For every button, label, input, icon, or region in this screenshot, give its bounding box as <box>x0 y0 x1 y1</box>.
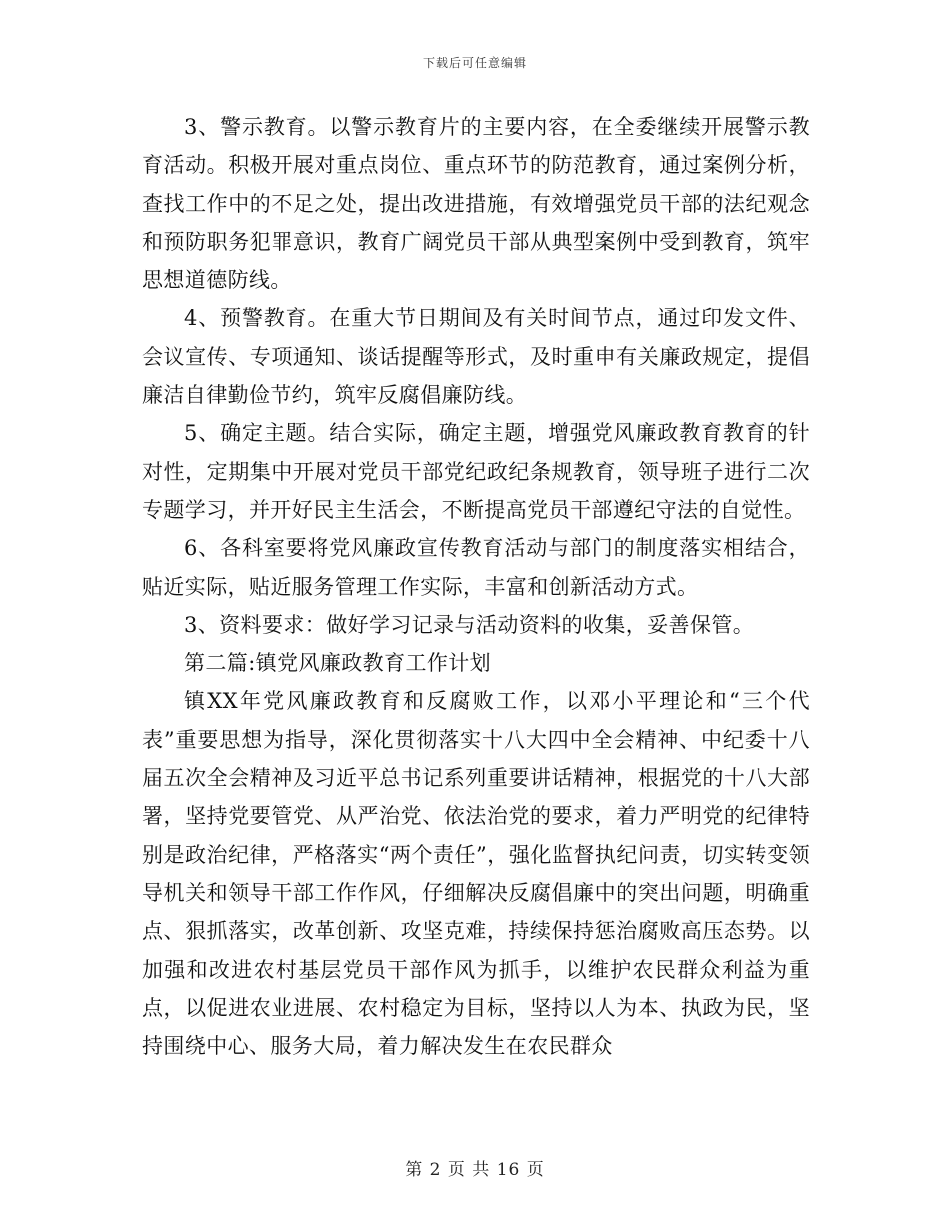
document-body <box>142 108 810 1065</box>
paragraph-town-plan: 镇XX年党风廉政教育和反腐败工作，以邓小平理论和“三个代表”重要思想为指导，深化贯彻落实十八大四中全会精神、中纪委十八届五次全会精神及习近平总书记系列重要讲话精神，根据党的十八大部署，坚持党要管党、从严治党、依法治党的要求，着力严明党的纪律特别是政治纪律，严格落实“两个责任”，强化监督执纪问责，切实转变领导机关和领导干部工作作风，仔细解决反腐倡廉中的突出问题，明确重点、狠抓落实，改革创新、攻坚克难，持续保持惩治腐败高压态势。以加强和改进农村基层党员干部作风为抓手，以维护农民群众利益为重点，以促进农业进展、农村稳定为目标，坚持以人为本、执政为民，坚持围绕中心、服务大局，着力解决发生在农民群众 <box>142 689 810 1059</box>
page-footer: 第 2 页 共 16 页 <box>405 1160 545 1180</box>
paragraph-define-theme: 5、确定主题。结合实际，确定主题，增强党风廉政教育教育的针对性，定期集中开展对党员干部党纪政纪条规教育，领导班子进行二次专题学习，并开好民主生活会，不断提高党员干部遵纪守法的自觉性。 <box>142 421 810 522</box>
page-header: 下载后可任意编辑 <box>422 56 527 70</box>
paragraph-material-requirements: 3、资料要求：做好学习记录与活动资料的收集，妥善保管。 <box>184 612 755 637</box>
paragraph-warning-education: 3、警示教育。以警示教育片的主要内容，在全委继续开展警示教育活动。积极开展对重点岗位、重点环节的防范教育，通过案例分析，查找工作中的不足之处，提出改进措施，有效增强党员干部的法纪观念和预防职务犯罪意识，教育广阔党员干部从典型案例中受到教育，筑牢思想道德防线。 <box>142 115 810 293</box>
paragraph-departments: 6、各科室要将党风廉政宣传教育活动与部门的制度落实相结合，贴近实际，贴近服务管理工作实际，丰富和创新活动方式。 <box>142 536 810 599</box>
paragraph-alert-education: 4、预警教育。在重大节日期间及有关时间节点，通过印发文件、会议宣传、专项通知、谈话提醒等形式，及时重申有关廉政规定，提倡廉洁自律勤俭节约，筑牢反腐倡廉防线。 <box>142 306 810 408</box>
section-heading: 第二篇:镇党风廉政教育工作计划 <box>184 651 492 676</box>
